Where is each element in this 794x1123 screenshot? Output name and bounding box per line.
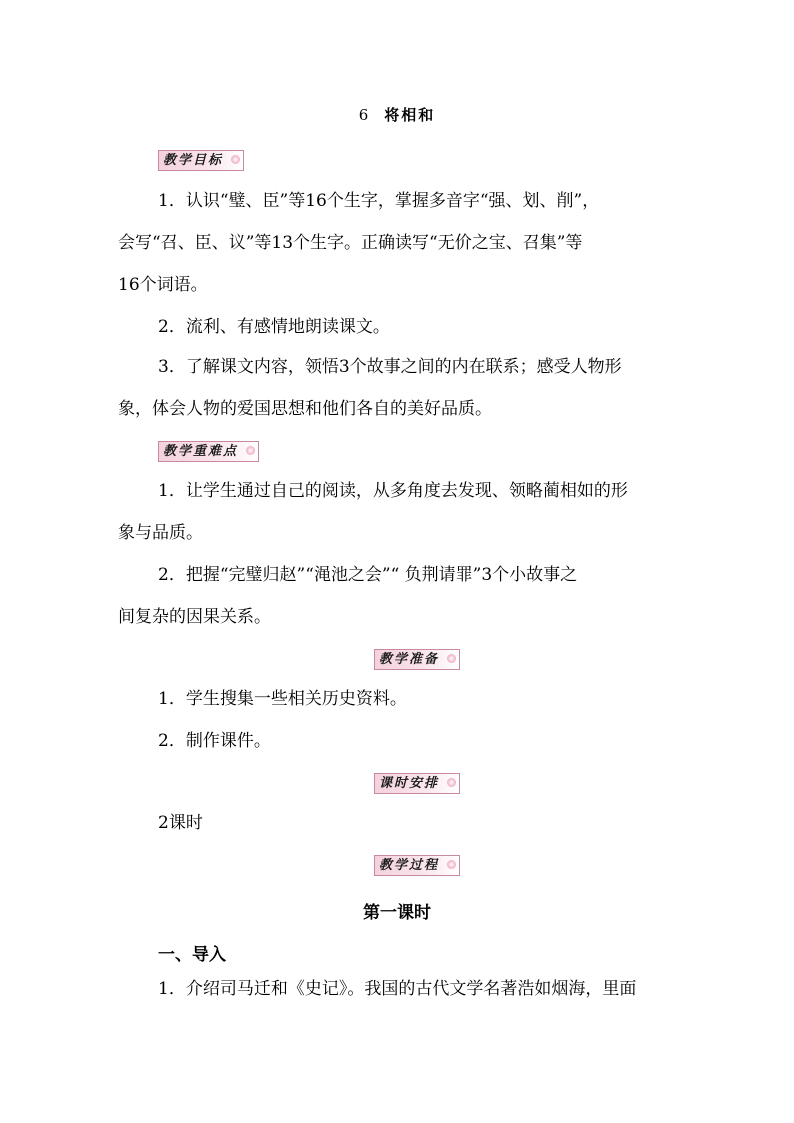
keypoint-1-line-1: 1．让学生通过自己的阅读，从多角度去发现、领略蔺相如的形 [158, 481, 628, 501]
section-tag-key-points: 教学重难点 [158, 441, 259, 462]
prep-2: 2．制作课件。 [158, 731, 271, 751]
goal-1-line-3: 16个词语。 [118, 275, 208, 295]
keypoint-1-line-2: 象与品质。 [118, 523, 203, 543]
first-lesson-title: 第一课时 [363, 903, 431, 923]
section-tag-process: 教学过程 [374, 855, 460, 876]
lesson-name: 将相和 [384, 106, 436, 124]
lesson-number: 6 [358, 106, 371, 124]
keypoint-2-line-2: 间复杂的因果关系。 [118, 607, 271, 627]
goal-1-line-1: 1．认识“璧、臣”等16个生字，掌握多音字“强、划、削”， [158, 191, 600, 211]
lesson-title [0, 104, 794, 125]
goal-3-line-2: 象，体会人物的爱国思想和他们各自的美好品质。 [118, 399, 492, 419]
prep-1: 1．学生搜集一些相关历史资料。 [158, 689, 407, 709]
goal-2: 2．流利、有感情地朗读课文。 [158, 317, 390, 337]
goal-3-line-1: 3．了解课文内容，领悟3个故事之间的内在联系；感受人物形 [158, 357, 622, 377]
schedule-text: 2课时 [158, 813, 203, 833]
goal-1-line-2: 会写“召、臣、议”等13个生字。正确读写“无价之宝、召集”等 [118, 233, 583, 253]
section-tag-teaching-goals: 教学目标 [158, 150, 244, 171]
keypoint-2-line-1: 2．把握“完璧归赵”“渑池之会”“ 负荆请罪”3个小故事之 [158, 565, 578, 585]
part-heading-intro: 一、导入 [158, 945, 226, 965]
section-tag-preparation: 教学准备 [374, 649, 460, 670]
process-line-1: 1．介绍司马迁和《史记》。我国的古代文学名著浩如烟海，里面 [158, 979, 637, 999]
section-tag-schedule: 课时安排 [374, 773, 460, 794]
